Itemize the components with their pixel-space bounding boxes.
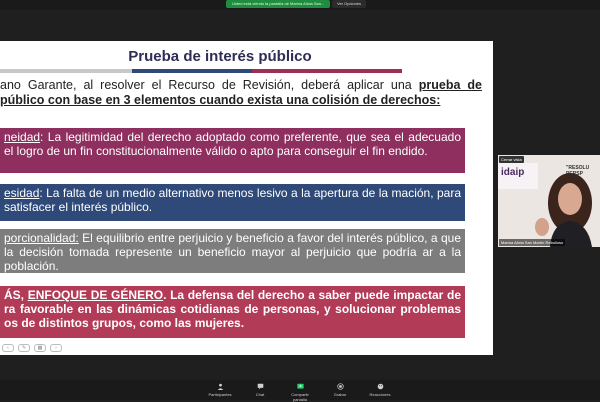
share-screen-icon	[297, 383, 304, 390]
share-screen-label: Compartir pantalla	[291, 392, 309, 402]
box-heading: porcionalidad:	[4, 231, 79, 245]
idaip-logo: idaip	[501, 167, 525, 178]
screen-share-notice[interactable]: Usted está viendo la pantalla de Marina Alicia San...	[226, 0, 330, 8]
intro-text: ano Garante, al resolver el Recurso de Revisión, deberá aplicar una	[0, 78, 419, 92]
share-screen-button[interactable]	[286, 380, 314, 400]
record-icon	[337, 383, 344, 390]
intro-bold-text: prueba de público con base en 3 elementos cuando exista una colisión de derechos:	[0, 78, 482, 107]
title-rule-gray	[0, 69, 132, 73]
box-body: : La legitimidad del derecho adoptado como preferente, que sea el adecuado el logro de un fin constitucionalmente válido o apto para conseguir el fin endido.	[4, 130, 461, 158]
meeting-toolbar	[0, 380, 600, 400]
video-banner-text: "RESOLU PERSP	[566, 165, 590, 177]
close-view-button[interactable]: Cerrar vista	[501, 157, 522, 162]
enfoque-genero-box	[0, 286, 465, 338]
proporcionalidad-box	[0, 229, 465, 273]
slide-controls	[2, 344, 62, 352]
participants-label: Participantes	[208, 392, 232, 397]
next-slide-icon[interactable]: ›	[50, 344, 62, 352]
box-body: El equilibrio entre perjuicio y beneficio a favor del interés público, a que la decisión tomada represente un beneficio mayor al perjuicio que podría ar a la población.	[4, 231, 461, 273]
idoneidad-box	[0, 128, 465, 173]
box-heading: neidad	[4, 130, 41, 144]
reactions-icon	[377, 383, 384, 390]
chat-button[interactable]	[246, 380, 274, 400]
slide-title: Prueba de interés público	[128, 48, 312, 65]
title-rule-blue	[132, 69, 252, 73]
view-options-button[interactable]: Ver Opciones	[332, 0, 366, 8]
necesidad-box	[0, 184, 465, 221]
shared-slide	[0, 41, 493, 355]
reactions-label: Reacciones	[369, 392, 391, 397]
intro-paragraph	[0, 78, 482, 108]
box-heading: esidad	[4, 186, 40, 200]
box-heading-prefix: ÁS,	[4, 288, 28, 302]
meeting-top-bar	[0, 0, 600, 10]
speaker-video-tile[interactable]	[498, 155, 600, 247]
record-label: Grabar	[333, 392, 347, 397]
speaker-name: Marina Alicia San Martín Rebolloso	[501, 240, 564, 245]
box-heading: ENFOQUE DE GÉNERO	[27, 288, 164, 302]
box-body: . La defensa del derecho a saber puede impactar de ra favorable en las dinámicas cotidianas de personas, y solucionar problemas os de distintos grupos, como las mujeres.	[4, 288, 461, 330]
participants-button[interactable]	[206, 380, 234, 400]
title-rule-red	[252, 69, 402, 73]
box-body: : La falta de un medio alternativo menos lesivo a la apertura de la mación, para satisfacer el interés público.	[4, 186, 461, 214]
prev-slide-icon[interactable]: ‹	[2, 344, 14, 352]
reactions-button[interactable]	[366, 380, 394, 400]
chat-icon	[257, 383, 264, 390]
pen-icon[interactable]: ✎	[18, 344, 30, 352]
chat-label: Chat	[255, 392, 265, 397]
record-button[interactable]	[326, 380, 354, 400]
participants-icon	[217, 383, 224, 390]
slides-grid-icon[interactable]: ▦	[34, 344, 46, 352]
